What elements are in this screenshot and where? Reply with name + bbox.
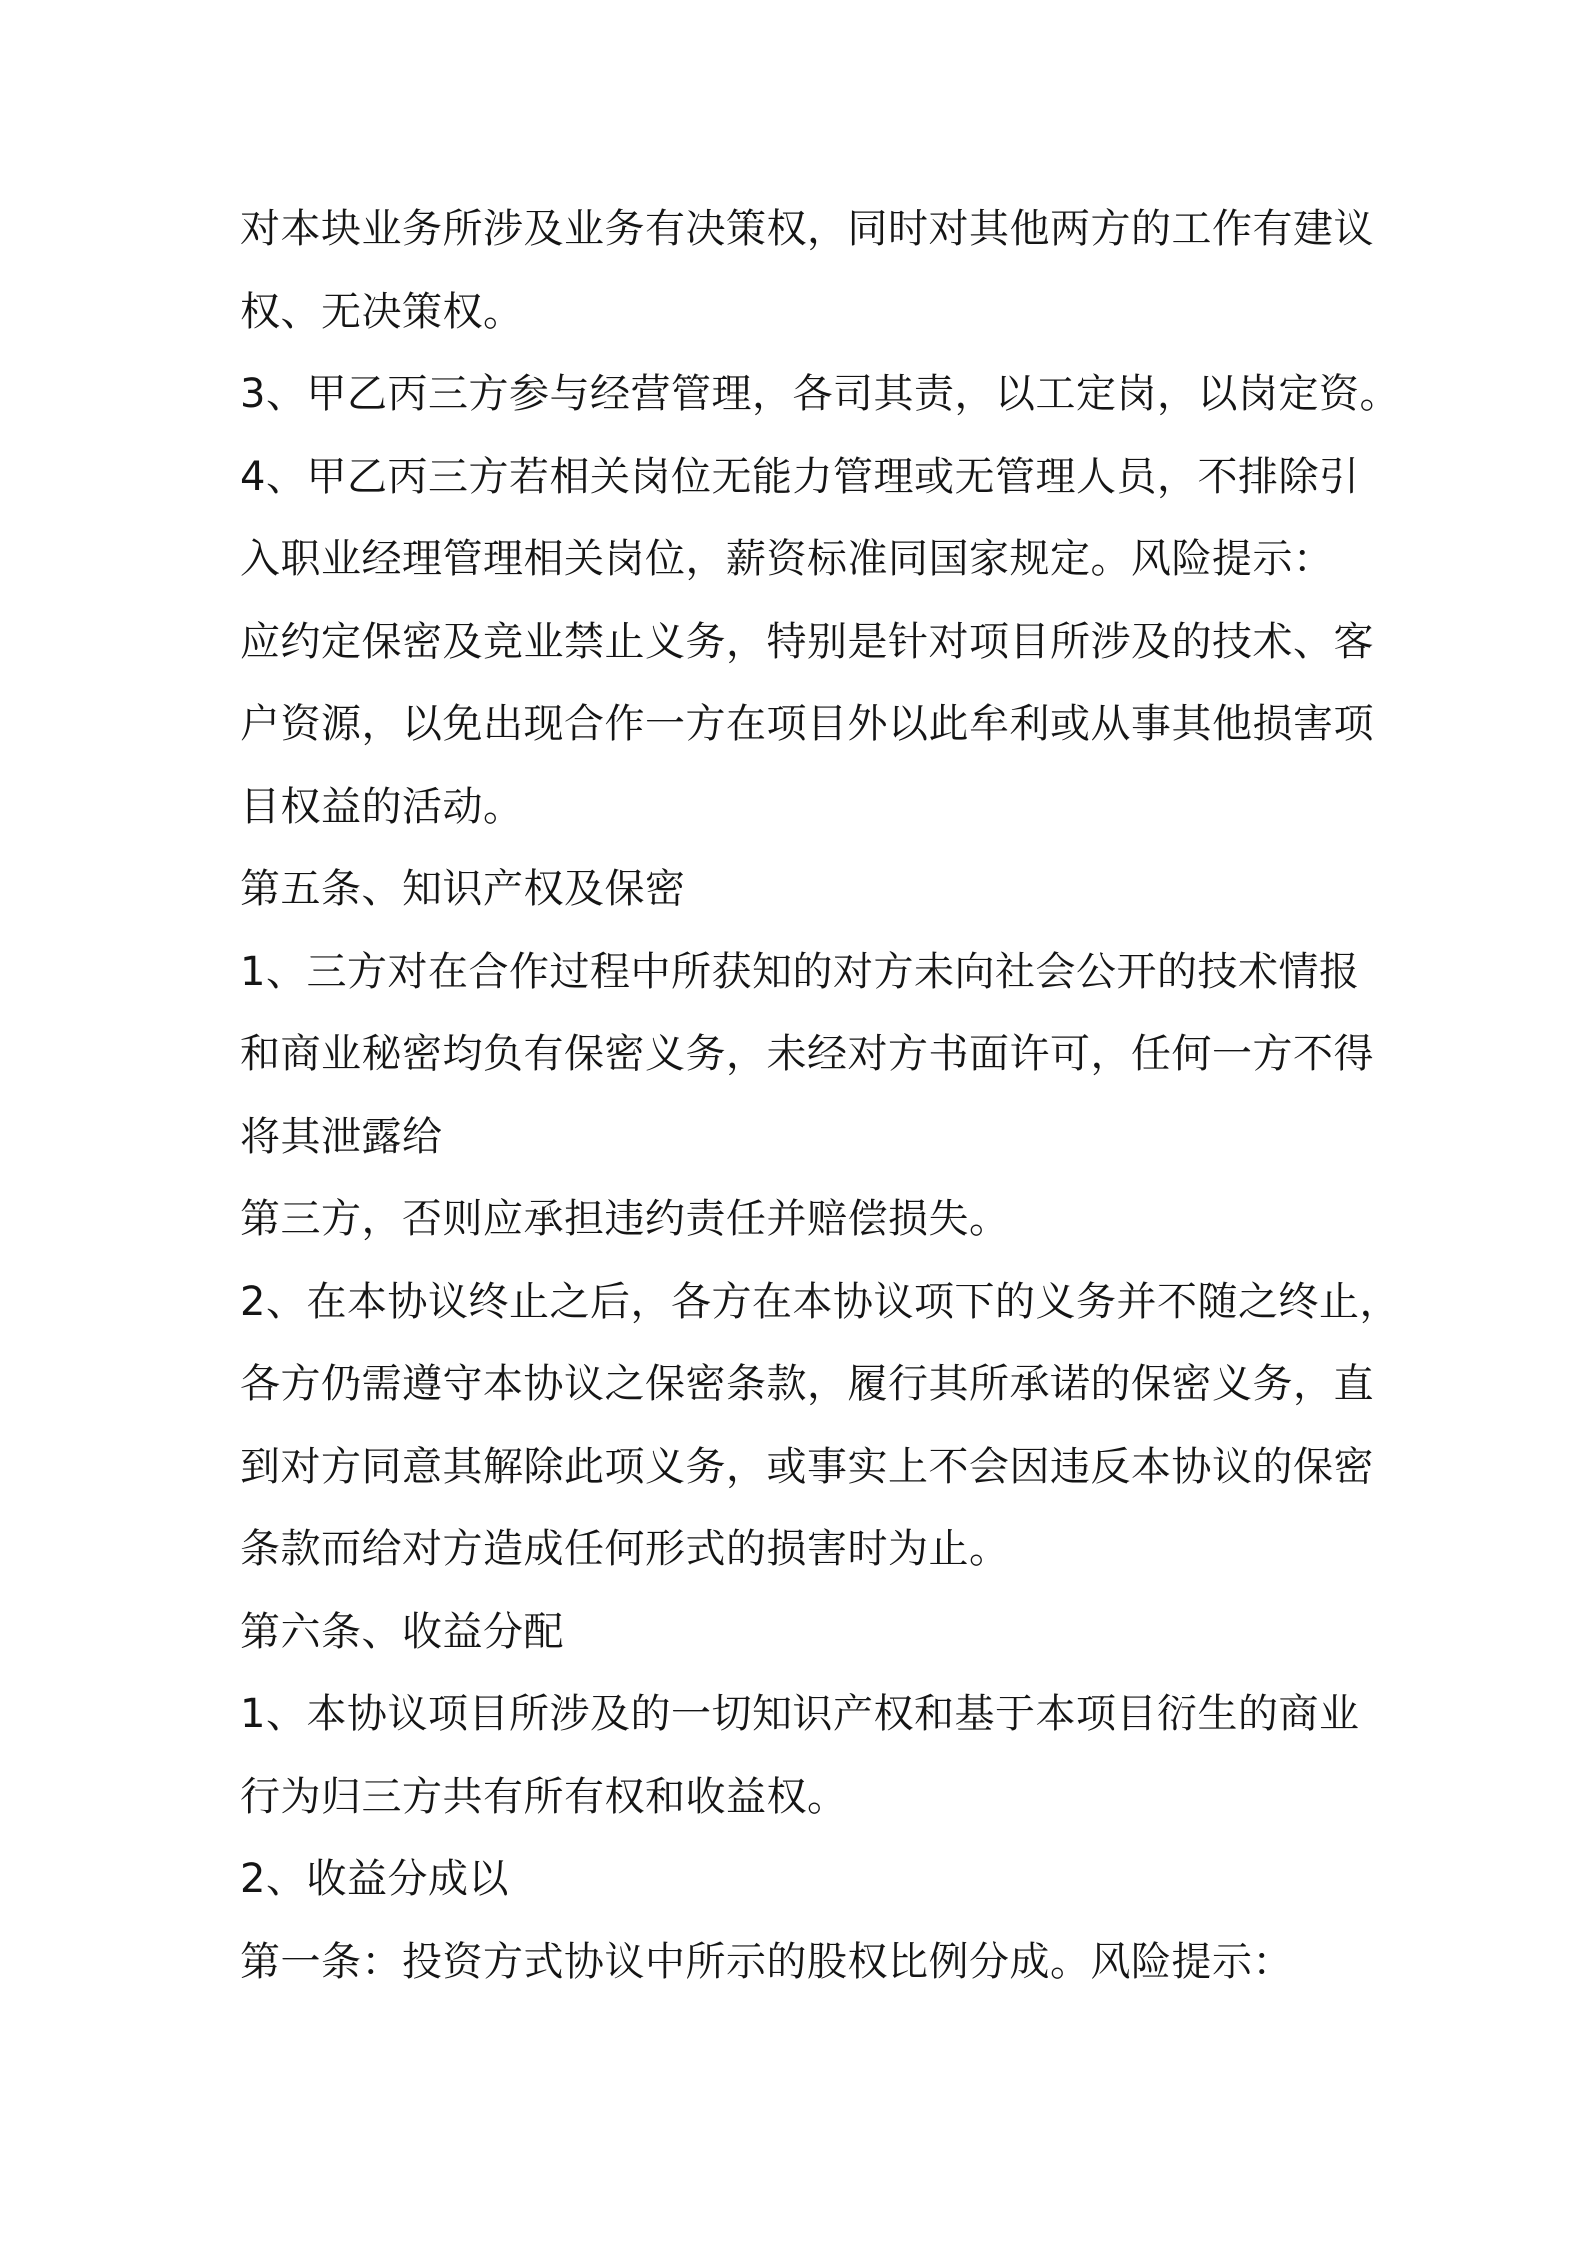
text-line: 对本块业务所涉及业务有决策权，同时对其他两方的工作有建议 — [240, 206, 1374, 252]
text-line: 目权益的活动。 — [240, 783, 524, 830]
text-line: 条款而给对方造成任何形式的损害时为止。 — [240, 1526, 1010, 1572]
text-line: 到对方同意其解除此项义务，或事实上不会因违反本协议的保密 — [240, 1443, 1374, 1490]
text-line: 1、三方对在合作过程中所获知的对方未向社会公开的技术情报 — [240, 948, 1360, 995]
text-line: 4、甲乙丙三方若相关岗位无能力管理或无管理人员，不排除引 — [240, 453, 1360, 500]
text-line: 将其泄露给 — [240, 1113, 443, 1160]
text-line: 权、无决策权。 — [240, 288, 524, 335]
text-line: 各方仍需遵守本协议之保密条款，履行其所承诺的保密义务，直 — [240, 1361, 1374, 1407]
text-line: 行为归三方共有所有权和收益权。 — [240, 1773, 848, 1820]
text-line: 1、本协议项目所涉及的一切知识产权和基于本项目衍生的商业 — [240, 1691, 1360, 1737]
text-line: 2、在本协议终止之后，各方在本协议项下的义务并不随之终止， — [240, 1278, 1400, 1325]
text-line: 第一条：投资方式协议中所示的股权比例分成。风险提示： — [240, 1938, 1293, 1985]
document-body — [240, 188, 1400, 2003]
text-line: 入职业经理管理相关岗位，薪资标准同国家规定。风险提示： — [240, 536, 1334, 582]
text-line: 应约定保密及竞业禁止义务，特别是针对项目所涉及的技术、客 — [240, 618, 1374, 665]
text-line: 和商业秘密均负有保密义务，未经对方书面许可，任何一方不得 — [240, 1031, 1374, 1077]
text-line: 3、甲乙丙三方参与经营管理，各司其责，以工定岗，以岗定资。 — [240, 371, 1400, 417]
section-heading: 第六条、收益分配 — [240, 1608, 564, 1655]
text-line: 第三方，否则应承担违约责任并赔偿损失。 — [240, 1196, 1010, 1242]
section-heading: 第五条、知识产权及保密 — [240, 866, 686, 912]
text-line: 户资源，以免出现合作一方在项目外以此牟利或从事其他损害项 — [240, 701, 1374, 747]
text-line: 2、收益分成以 — [240, 1856, 509, 1902]
